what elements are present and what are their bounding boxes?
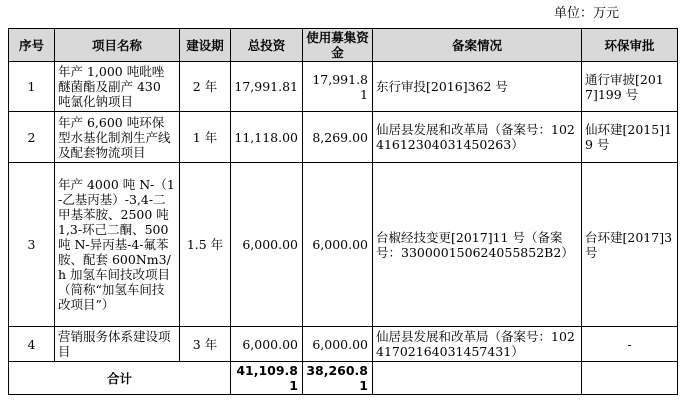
total-investment: 41,109.81 xyxy=(231,362,303,395)
cell-filing: 仙居县发展和改革局（备案号：10241702164031457431） xyxy=(373,327,582,362)
cell-raised: 6,000.00 xyxy=(303,163,373,327)
header-name: 项目名称 xyxy=(55,29,180,62)
cell-filing: 东行审投[2016]362 号 xyxy=(373,62,582,112)
header-env: 环保审批 xyxy=(582,29,678,62)
header-row xyxy=(9,29,678,62)
cell-investment: 6,000.00 xyxy=(231,163,303,327)
cell-env: 仙环建[2015]19 号 xyxy=(582,112,678,163)
table-row xyxy=(9,62,678,112)
total-raised: 38,260.81 xyxy=(303,362,373,395)
cell-raised: 8,269.00 xyxy=(303,112,373,163)
table-row xyxy=(9,112,678,163)
table-row xyxy=(9,163,678,327)
cell-raised: 17,991.81 xyxy=(303,62,373,112)
header-raised: 使用募集资金 xyxy=(303,29,373,62)
header-filing: 备案情况 xyxy=(373,29,582,62)
cell-filing: 台椒经技变更[2017]11 号（备案号：330000150624055852B2） xyxy=(373,163,582,327)
header-no: 序号 xyxy=(9,29,55,62)
cell-period: 1.5 年 xyxy=(180,163,231,327)
cell-period: 3 年 xyxy=(180,327,231,362)
cell-filing: 仙居县发展和改革局（备案号：10241612304031450263） xyxy=(373,112,582,163)
total-filing-empty xyxy=(373,362,582,395)
header-investment: 总投资 xyxy=(231,29,303,62)
project-table xyxy=(8,28,678,395)
cell-name: 年产 1,000 吨吡唑醚菌酯及副产 430 吨氯化钠项目 xyxy=(55,62,180,112)
cell-no: 4 xyxy=(9,327,55,362)
cell-investment: 11,118.00 xyxy=(231,112,303,163)
unit-label: 单位：万元 xyxy=(553,6,619,21)
cell-investment: 17,991.81 xyxy=(231,62,303,112)
cell-raised: 6,000.00 xyxy=(303,327,373,362)
total-row xyxy=(9,362,678,395)
cell-env: 台环建[2017]3 号 xyxy=(582,163,678,327)
cell-name: 年产 4000 吨 N-（1-乙基丙基）-3,4-二甲基苯胺、2500 吨 1,3-环己二酮、500 吨 N-异丙基-4-氟苯胺、配套 600Nm3/h 加氢车间技改项目（简称“加氢车间技改项目”） xyxy=(55,163,180,327)
cell-period: 1 年 xyxy=(180,112,231,163)
cell-period: 2 年 xyxy=(180,62,231,112)
cell-no: 1 xyxy=(9,62,55,112)
cell-env: 通行审披[2017]199 号 xyxy=(582,62,678,112)
cell-env: - xyxy=(582,327,678,362)
cell-name: 营销服务体系建设项目 xyxy=(55,327,180,362)
cell-no: 3 xyxy=(9,163,55,327)
cell-name: 年产 6,600 吨环保型水基化制剂生产线及配套物流项目 xyxy=(55,112,180,163)
header-period: 建设期 xyxy=(180,29,231,62)
table-row xyxy=(9,327,678,362)
total-label: 合计 xyxy=(9,362,231,395)
total-env-empty xyxy=(582,362,678,395)
cell-no: 2 xyxy=(9,112,55,163)
cell-investment: 6,000.00 xyxy=(231,327,303,362)
